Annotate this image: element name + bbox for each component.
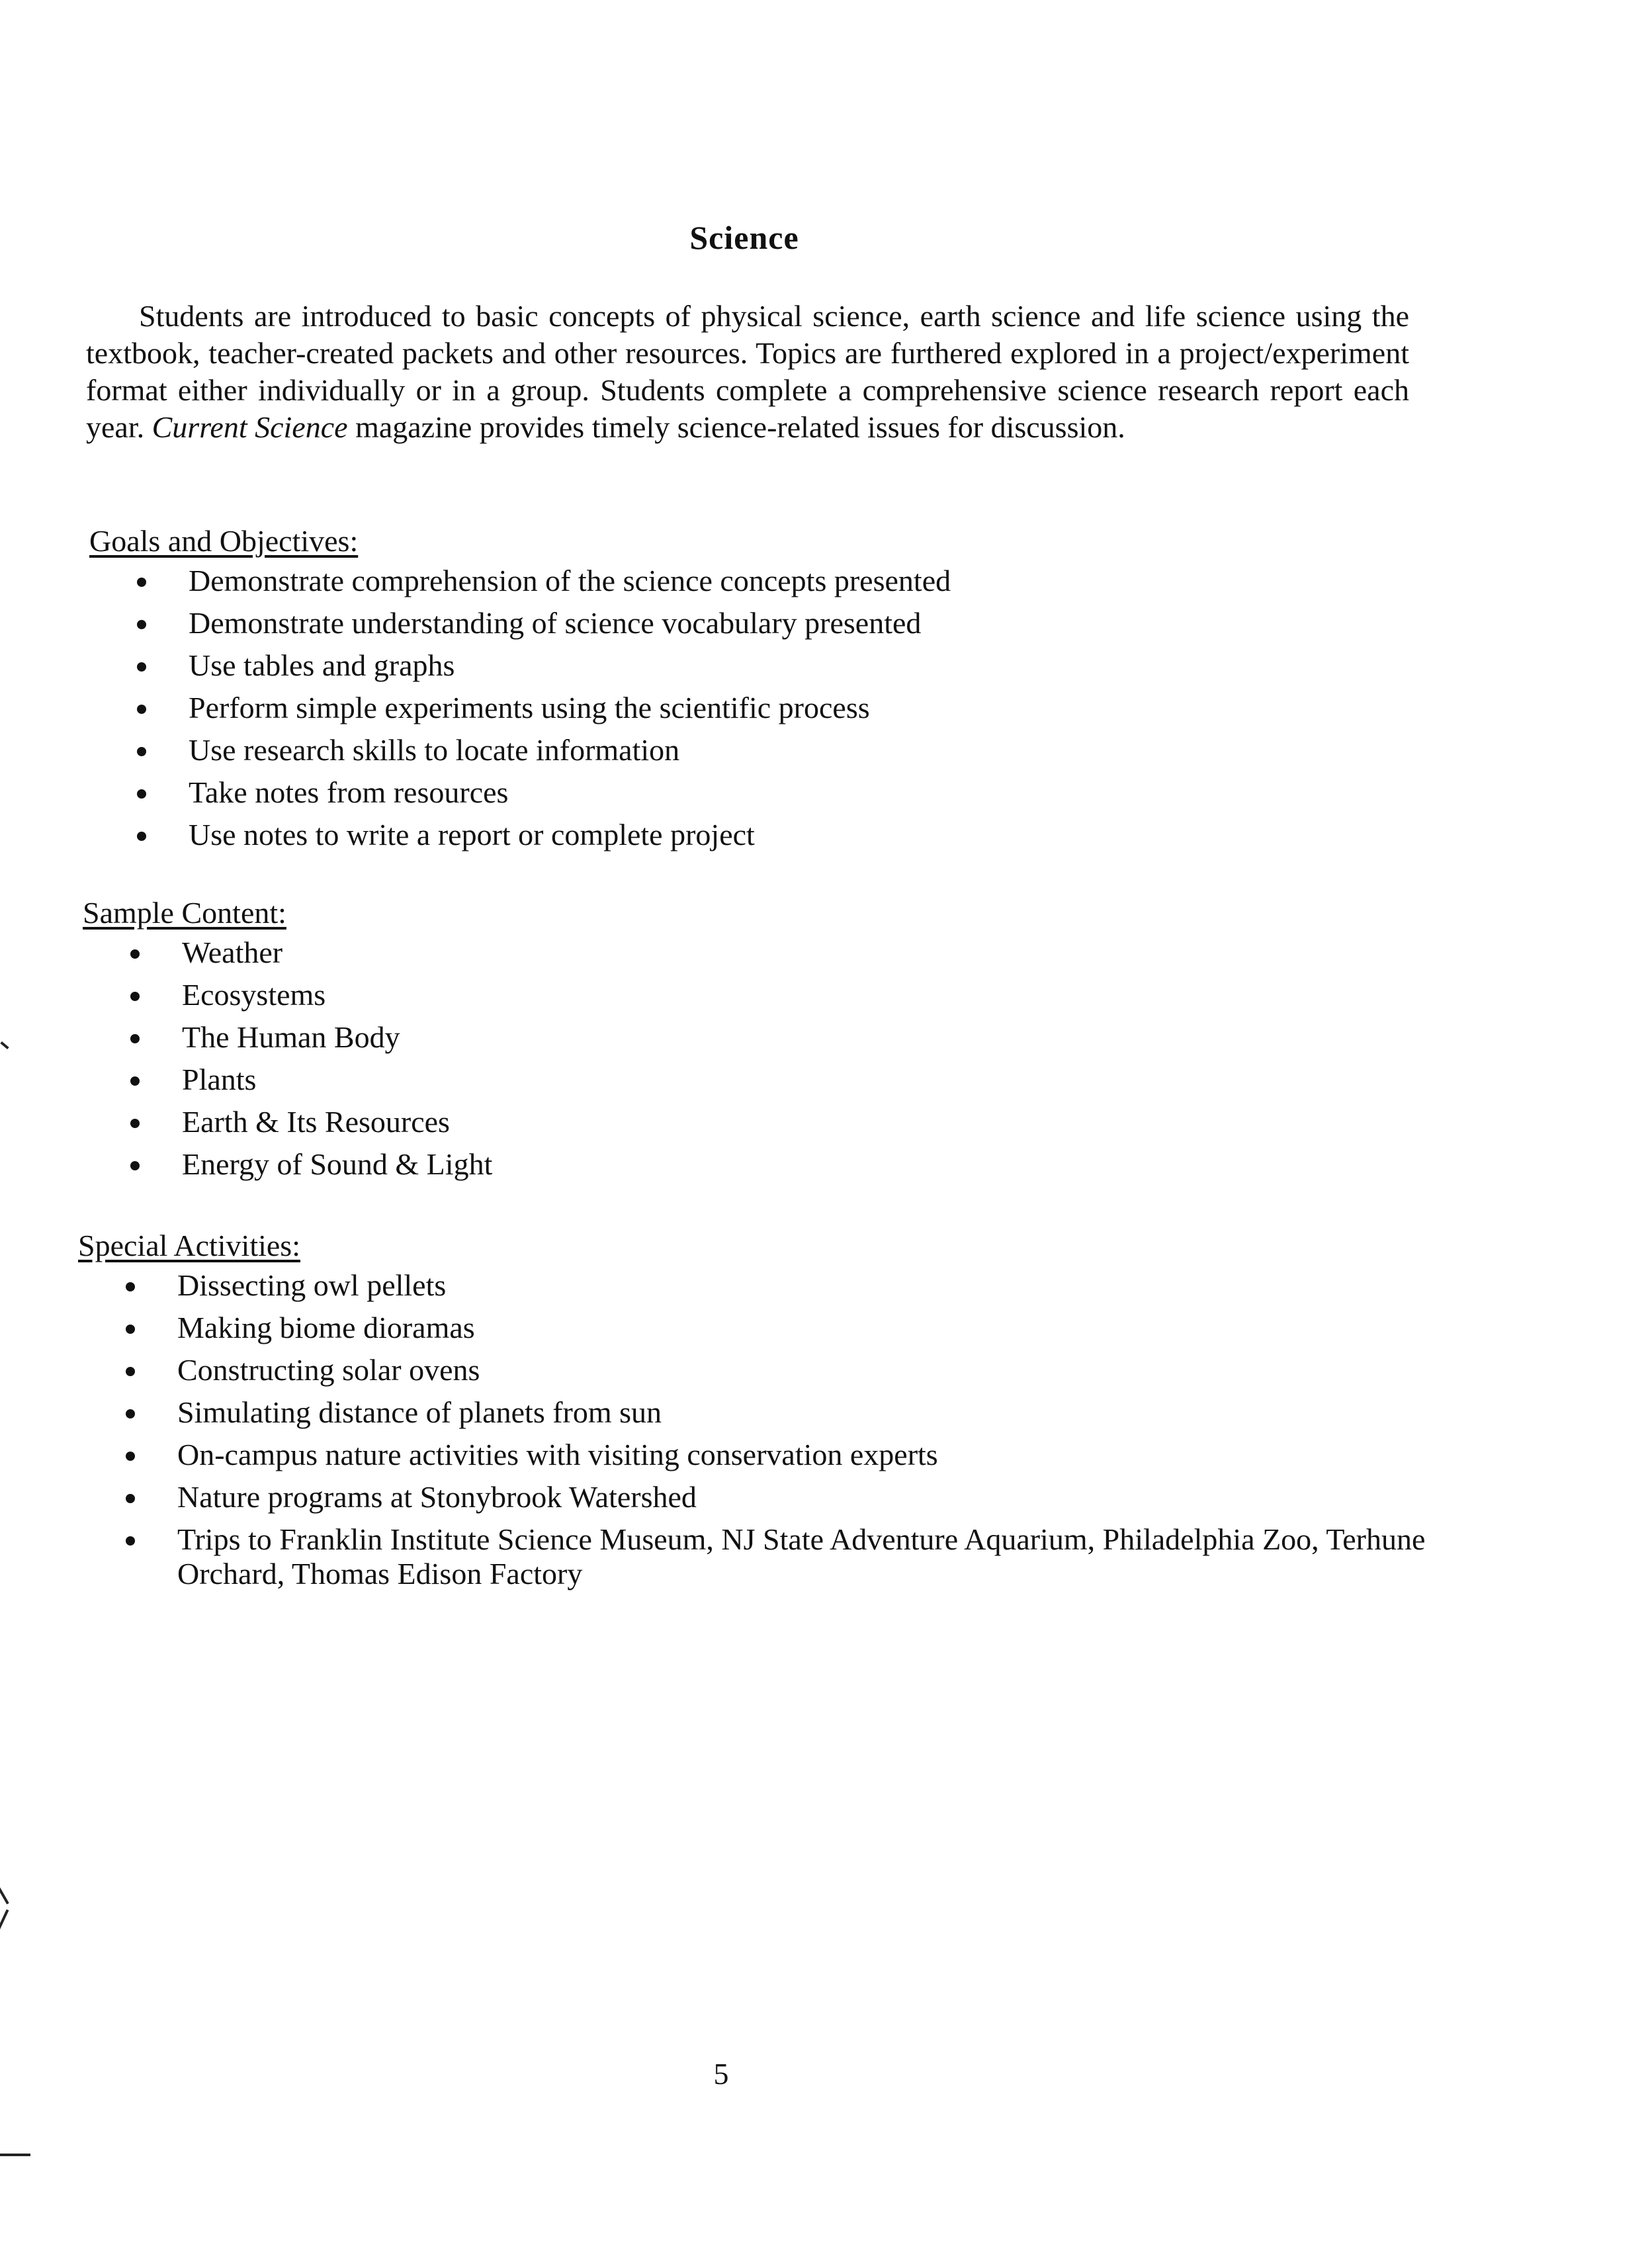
list-item: The Human Body: [83, 1016, 492, 1059]
list-item: Energy of Sound & Light: [83, 1143, 492, 1186]
bullet-icon: [130, 992, 140, 1001]
sample-content-list: [83, 932, 492, 1186]
bullet-icon: [126, 1367, 135, 1376]
bullet-icon: [130, 1161, 140, 1170]
list-item: Demonstrate comprehension of the science concepts presented: [89, 560, 951, 602]
bullet-icon: [137, 832, 146, 841]
scan-artifact: [0, 1041, 9, 1049]
list-item: Dissecting owl pellets: [78, 1264, 1434, 1307]
special-activities-list: [78, 1264, 1434, 1591]
list-item: Take notes from resources: [89, 771, 951, 814]
list-item: Plants: [83, 1059, 492, 1101]
bullet-icon: [126, 1452, 135, 1461]
bullet-icon: [126, 1325, 135, 1334]
bullet-icon: [126, 1494, 135, 1503]
list-item: On-campus nature activities with visiting conservation experts: [78, 1434, 1434, 1476]
list-item: Use research skills to locate information: [89, 729, 951, 771]
list-item: Simulating distance of planets from sun: [78, 1391, 1434, 1434]
bullet-icon: [130, 949, 140, 959]
page-title: Science: [689, 219, 799, 256]
sample-content-heading: Sample Content:: [83, 896, 286, 930]
scan-artifact: [0, 1909, 9, 1932]
list-item: Ecosystems: [83, 974, 492, 1016]
list-item: Making biome dioramas: [78, 1307, 1434, 1349]
goals-list: [89, 560, 951, 856]
bullet-icon: [126, 1282, 135, 1291]
bullet-icon: [137, 662, 146, 672]
bullet-icon: [137, 747, 146, 756]
list-item: Weather: [83, 932, 492, 974]
intro-text-start: Students are introduced to basic concepts of physical science, earth science and life science using the textbook, teacher-created packets and other resources. Topics are furthered explored in a project/experiment format either individually or in a group. Students complete a comprehensive science research report each year.: [86, 299, 1409, 444]
bullet-icon: [130, 1076, 140, 1086]
list-item: Trips to Franklin Institute Science Museum, NJ State Adventure Aquarium, Philadelphia Zoo, Terhune Orchard, Thomas Edison Factory: [78, 1518, 1434, 1591]
list-item: Constructing solar ovens: [78, 1349, 1434, 1391]
special-activities-section: [78, 1227, 1434, 1591]
list-item: Earth & Its Resources: [83, 1101, 492, 1143]
bullet-icon: [137, 620, 146, 629]
goals-heading: Goals and Objectives:: [89, 524, 359, 558]
goals-section: [89, 523, 951, 856]
bullet-icon: [126, 1409, 135, 1418]
bullet-icon: [137, 578, 146, 587]
scan-artifact: [0, 1880, 9, 1905]
bullet-icon: [130, 1119, 140, 1128]
scan-artifact: [0, 2154, 30, 2156]
special-activities-heading: Special Activities:: [78, 1229, 300, 1262]
magazine-title: Current Science: [152, 410, 348, 444]
intro-paragraph: [86, 298, 1409, 446]
bullet-icon: [137, 705, 146, 714]
bullet-icon: [137, 789, 146, 799]
sample-content-section: [83, 894, 492, 1186]
bullet-icon: [130, 1034, 140, 1043]
list-item: Perform simple experiments using the scientific process: [89, 687, 951, 729]
intro-text-end: magazine provides timely science-related issues for discussion.: [347, 410, 1125, 444]
page-number: 5: [713, 2057, 729, 2091]
list-item: Nature programs at Stonybrook Watershed: [78, 1476, 1434, 1518]
list-item: Demonstrate understanding of science vocabulary presented: [89, 602, 951, 644]
list-item: Use tables and graphs: [89, 644, 951, 687]
bullet-icon: [126, 1536, 135, 1546]
list-item: Use notes to write a report or complete project: [89, 814, 951, 856]
